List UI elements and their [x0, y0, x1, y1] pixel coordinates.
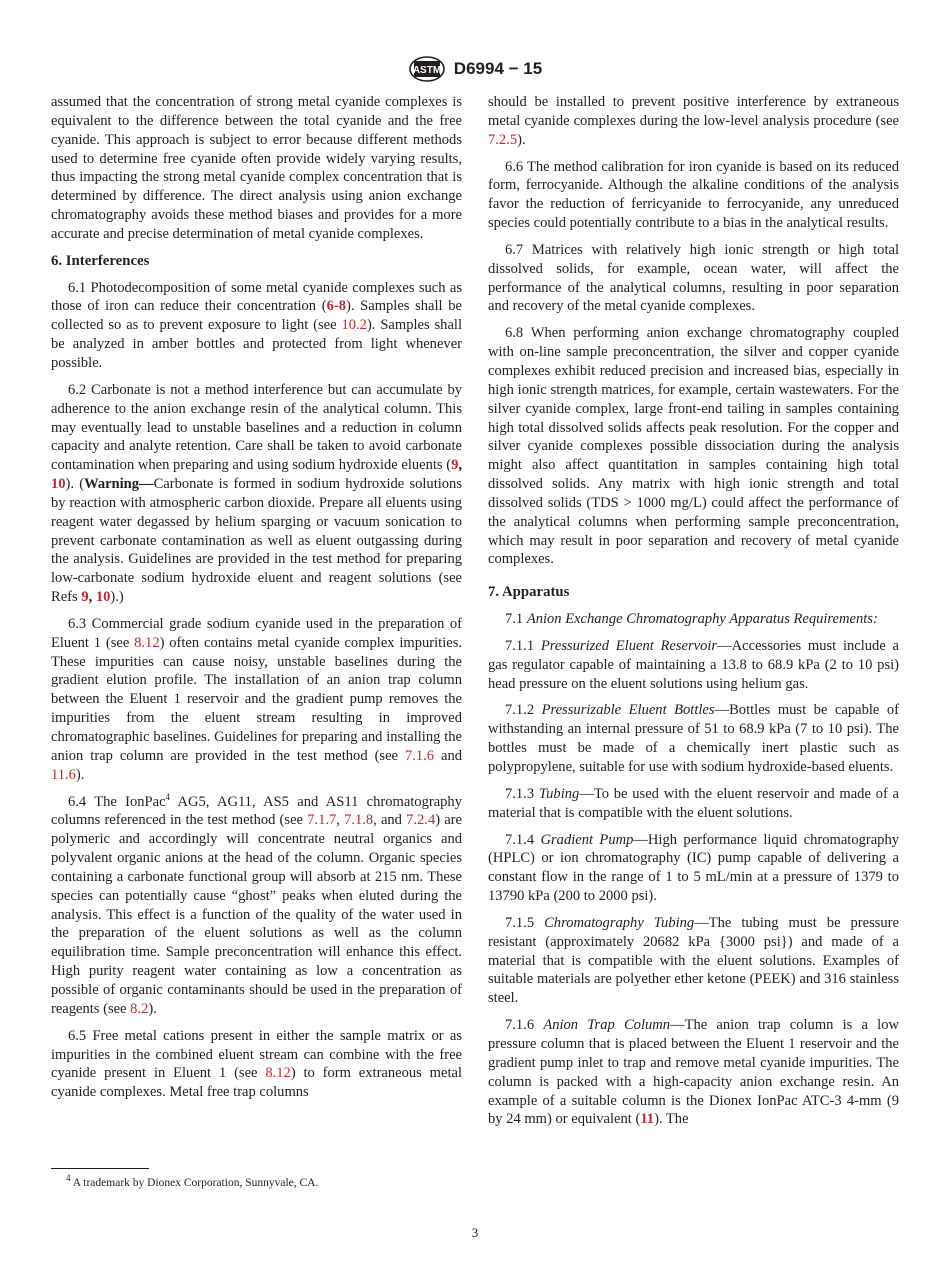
- reference-link[interactable]: 10: [51, 476, 66, 493]
- section-link[interactable]: 7.1.6: [404, 747, 435, 764]
- footnote-divider: [51, 1168, 149, 1169]
- paragraph-7-1-6: 7.1.6 Anion Trap Column—The anion trap column is a low pressure column that is placed between the Eluent 1 reservoir and the gradient pump inlet to trap and remove metal cyanide impurities. The column is packed with a high-capacity anion exchange resin. An example of a suitable column is the Dionex IonPac ATC-3 4-mm (9 by 24 mm) or equivalent (11). The: [488, 1017, 900, 1128]
- reference-link[interactable]: 10: [95, 589, 111, 606]
- page-header: [0, 56, 950, 82]
- section-link[interactable]: 7.1.8: [344, 812, 374, 829]
- section-link[interactable]: 7.1.7: [307, 812, 337, 829]
- paragraph-6-6: 6.6 The method calibration for iron cyanide is based on its reduced form, ferrocyanide. Although the alkaline conditions of the analysis favor the reduction of ferricyanide to ferrocyanide, any unreduced species could potentially contribute to a bias in the analytical results.: [488, 158, 899, 232]
- paragraph-6-4: 6.4 The IonPac$^4$ AG5, AG11, AS5 and AS11 chromatography columns referenced in the test method (see 7.1.7, 7.1.8, and 7.2.4) are polymeric and accordingly will concentrate neutral organics and polyvalent organic anions at the head of the column. Organic species containing a carbonate functional group will absorb at 215 nm. These species can potentially cause “ghost” peaks when eluted during the analysis. This effect is a function of the quality of the water used in the preparation of the eluent solutions as well as the column equilibration time. Sample preconcentration will enhance this effect. High purity reagent water containing as low a concentration as possible of organic contaminants should be used in the preparation of reagents (see 8.2).: [51, 791, 462, 1017]
- intro-paragraph: assumed that the concentration of strong metal cyanide complexes is equivalent to the difference between the total cyanide and the free cyanide. This approach is subject to error because different methods used to determine free cyanide often provide widely varying results, thus impacting the strong metal cyanide complex concentration that is determined by difference. The direct analysis using anion exchange chromatography avoids these method biases and provides for a more accurate and precise determination of metal cyanide complexes.: [51, 94, 462, 242]
- paragraph-7-1-5: 7.1.5 Chromatography Tubing—The tubing must be pressure resistant (approximately 20682 kPa {3000 psi}) and made of a material that is compatible with the eluent solutions. Examples of suitable materials are polyether ether ketone (PEEK) and 316 stainless steel.: [488, 914, 899, 1007]
- paragraph-7-1-4: 7.1.4 Gradient Pump—High performance liquid chromatography (HPLC) or ion chromatography (IC) pump capable of delivering a constant flow in the range of 1 to 5 mL/min at a pressure of 1379 to 13790 kPa (200 to 2000 psi).: [488, 831, 899, 905]
- section-link[interactable]: 8.12: [265, 1065, 291, 1082]
- paragraph-7-1: 7.1 Anion Exchange Chromatography Apparatus Requirements:: [505, 611, 878, 628]
- section-link[interactable]: 7.2.5: [488, 131, 518, 148]
- reference-link[interactable]: 6-8: [326, 298, 346, 315]
- reference-link[interactable]: 9: [451, 457, 459, 474]
- paragraph-6-2: 6.2 Carbonate is not a method interference but can accumulate by adherence to the anion exchange resin of the analytical column. This may eventually lead to unstable baselines and a reduction in column capacity and analyte retention. Care shall be taken to avoid carbonate contamination when preparing and using sodium hydroxide eluents (9, 10). (Warning—Carbonate is formed in sodium hydroxide solutions by reaction with atmospheric carbon dioxide. Prepare all eluents using reagent water degassed by helium sparging or vacuum sonication to prevent carbonate contamination as well as eluent outgassing during the analysis. Guidelines are provided in the test method for preparing low-carbonate sodium hydroxide eluent and reagent solutions (see Refs 9, 10).): [51, 381, 462, 606]
- astm-logo-icon: [408, 56, 446, 82]
- left-column: [51, 93, 462, 1110]
- section-link[interactable]: 7.2.4: [406, 812, 436, 829]
- reference-link[interactable]: 9: [81, 589, 89, 606]
- footnote-marker: 4: [165, 791, 171, 802]
- paragraph-6-7: 6.7 Matrices with relatively high ionic strength or high total dissolved solids, for example, ocean water, will affect the performance of the analytical columns, resulting in poor separation and recovery of the metal cyanide complexes.: [488, 241, 899, 315]
- section-7-heading: 7. Apparatus: [488, 584, 570, 601]
- page-number: 3: [471, 1225, 479, 1240]
- paragraph-7-1-2: 7.1.2 Pressurizable Eluent Bottles—Bottles must be capable of withstanding an internal pressure of 51 to 68.9 kPa (7 to 10 psi). The bottles must be made of a chemically inert plastic such as polypropylene, suitable for use with sodium hydroxide-based eluents.: [488, 702, 899, 775]
- paragraph-7-1-1: 7.1.1 Pressurized Eluent Reservoir—Accessories must include a gas regulator capable of maintaining a 13.8 to 68.9 kPa (2 to 10 psi) head pressure on the eluent solutions using helium gas.: [488, 637, 900, 692]
- standard-designation: D6994 − 15: [453, 59, 543, 78]
- paragraph-6-3: 6.3 Commercial grade sodium cyanide used in the preparation of Eluent 1 (see 8.12) often contains metal cyanide complex impurities. These impurities can cause noisy, unstable baselines during the gradient elution profile. The installation of an anion trap column between the Eluent 1 reservoir and the gradient pump removes the impurities from the eluent stream resulting in improved chromatographic baselines. Guidelines for preparing and installing the anion trap column are provided in the test method (see 7.1.6 and 11.6).: [51, 615, 463, 783]
- svg-text:ASTM: ASTM: [412, 65, 441, 76]
- section-6-heading: 6. Interferences: [51, 252, 150, 269]
- warning-label: Warning—: [84, 476, 154, 493]
- section-link[interactable]: 11.6: [51, 766, 76, 783]
- section-link[interactable]: 8.12: [134, 634, 160, 651]
- paragraph-6-5: 6.5 Free metal cations present in either the sample matrix or as impurities in the combined eluent stream can combine with the free cyanide present in Eluent 1 (see 8.12) to form extraneous metal cyanide complexes. Metal free trap columns: [51, 1027, 462, 1101]
- paragraph-6-8: 6.8 When performing anion exchange chromatography coupled with on-line sample preconcentration, the silver and copper cyanide complexes exhibit reduced precision and increased bias, especially in high ionic strength matrices, for example, certain wastewaters. For the silver cyanide complex, large front-end tailing in samples containing high total dissolved solids affects peak resolution. For the copper and silver cyanide complexes possible dissociation during the analysis might also affect quantitation in samples containing high total dissolved solids. Any matrix with high ionic strength and total dissolved solids (TDS > 1000 mg/L) could affect the performance of the analytical columns when performing sample preconcentration, which may result in poor separation and recovery of metal cyanide complexes.: [488, 325, 899, 568]
- paragraph-6-5-continued: should be installed to prevent positive interference by extraneous metal cyanide complexes during the low-level analysis procedure (see 7.2.5).: [488, 94, 899, 148]
- right-column: [488, 93, 899, 1137]
- section-link[interactable]: 8.2: [130, 1000, 149, 1017]
- footnote: $^4$ A trademark by Dionex Corporation, Sunnyvale, CA.: [66, 1173, 319, 1189]
- paragraph-6-1: 6.1 Photodecomposition of some metal cyanide complexes such as those of iron can reduce their concentration (6-8). Samples shall be collected so as to prevent exposure to light (see 10.2). Samples shall be analyzed in amber bottles and protected from light whenever possible.: [51, 279, 463, 371]
- paragraph-7-1-3: 7.1.3 Tubing—To be used with the eluent reservoir and made of a material that is compatible with the eluent solutions.: [488, 785, 900, 821]
- reference-link[interactable]: 11: [640, 1111, 655, 1128]
- section-link[interactable]: 10.2: [341, 317, 367, 334]
